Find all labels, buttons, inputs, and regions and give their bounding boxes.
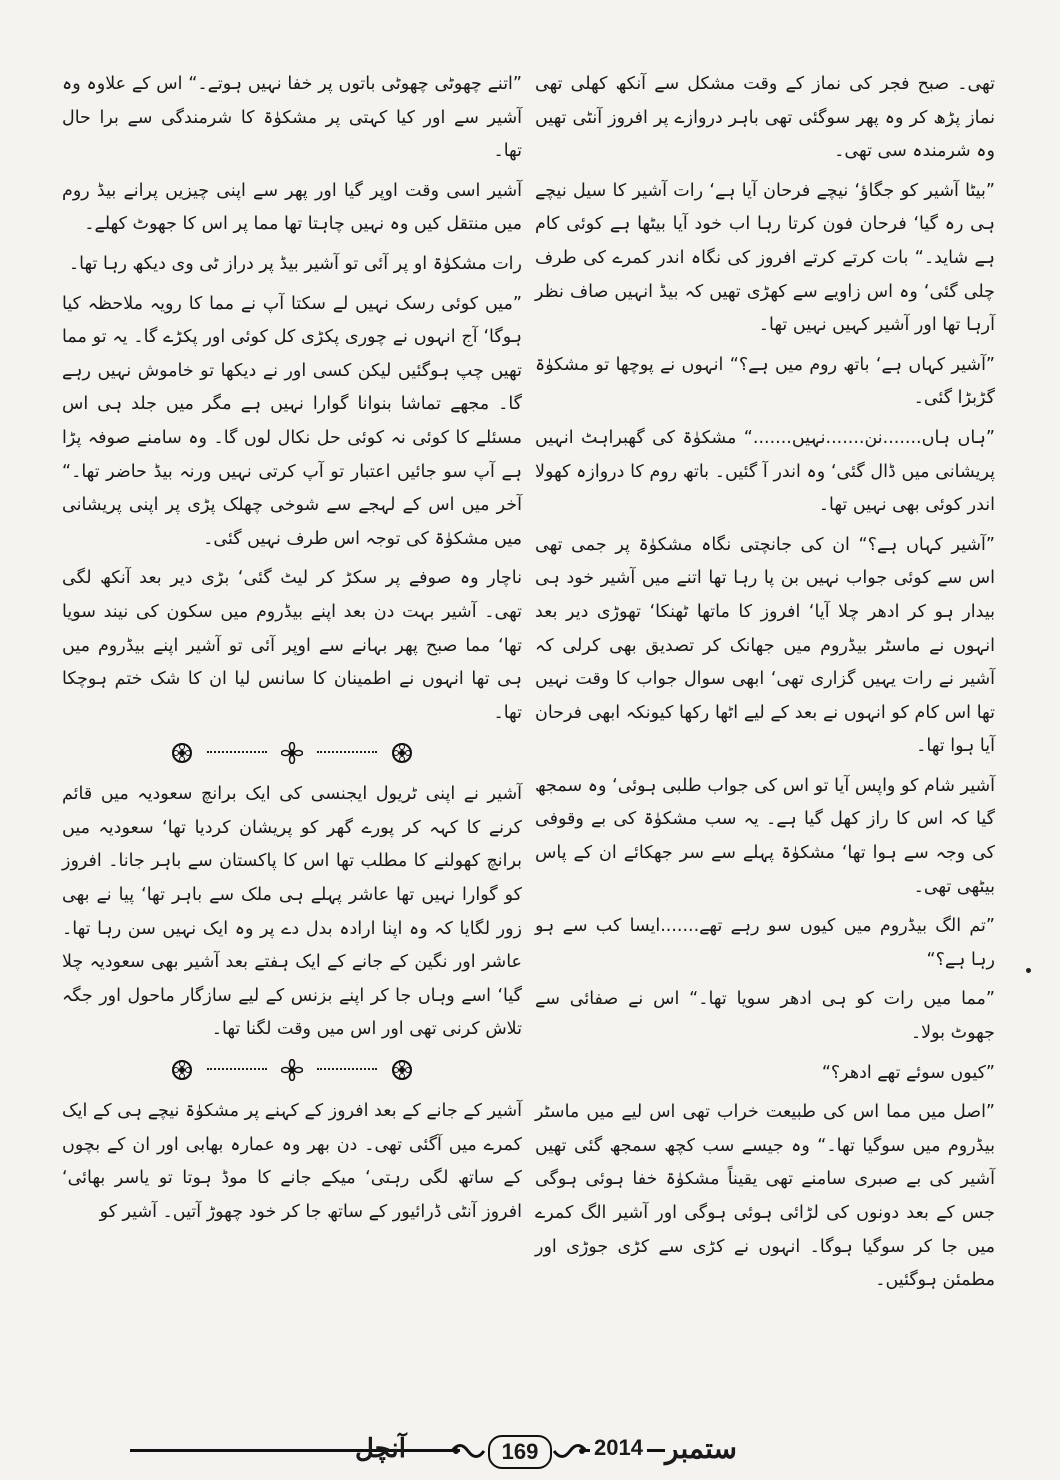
page-number: 169 [488,1435,552,1469]
flower-ornament-icon [391,742,413,764]
paragraph: ناچار وہ صوفے پر سکڑ کر لیٹ گئی‘ بڑی دیر بعد آنکھ لگی تھی۔ آشیر بہت دن بعد اپنے بیڈروم میں سکون کی نیند سویا تھا‘ مما صبح پھر بہانے سے اوپر آئی تو آشیر اپنے بیڈروم میں ہی تھا انہوں نے اطمینان کا سانس لیا ان کا شک ختم ہوچکا تھا۔ [62,568,522,723]
issue-year: 2014 [590,1435,647,1461]
paragraph: ”اتنے چھوٹی چھوٹی باتوں پر خفا نہیں ہوتے۔“ اس کے علاوہ وہ آشیر سے اور کیا کہتی پر مشکوٰۃ کا شرمندگی سے برا حال تھا۔ [62,74,522,162]
footer-ornament-left-icon [450,1440,486,1462]
paragraph: آشیر نے اپنی ٹریول ایجنسی کی ایک برانچ سعودیہ میں قائم کرنے کا کہہ کر پورے گھر کو پریشان کردیا تھا‘ سعودیہ میں برانچ کھولنے کا مطلب تھا اس کا پاکستان سے باہر جانا۔ افروز کو گوارا نہیں تھا عاشر پہلے ہی ملک سے باہر تھا‘ پیا نے بھی زور لگایا کہ وہ اپنا ارادہ بدل دے پر وہ ایک نہیں سن رہا تھا۔ عاشر اور نگین کے جانے کے ایک ہفتے بعد آشیر بھی سعودیہ چلا گیا‘ اسے وہاں جا کر اپنے بزنس کے لیے سازگار ماحول اور جگہ تلاش کرنی تھی اور اس میں وقت لگنا تھا۔ [62,784,522,1040]
paragraph: ”میں کوئی رسک نہیں لے سکتا آپ نے مما کا رویہ ملاحظہ کیا ہوگا‘ آج انہوں نے چوری پکڑی کل کوئی اور پکڑے گا۔ یہ تو مما تھیں چپ ہوگئیں لیکن کسی اور نے دیکھا تو خاموش نہیں رہے گا۔ مجھے تماشا بنوانا گوارا نہیں ہے مگر میں جلد ہی اس مسئلے کا کوئی نہ کوئی حل نکال لوں گا۔ وہ سامنے صوفہ پڑا ہے آپ سو جائیں اعتبار تو آپ کرتی نہیں ورنہ بیڈ حاضر تھا۔“ آخر میں اس کے لہجے سے شوخی چھلک پڑی پر اپنی پریشانی میں مشکوٰۃ کی توجہ اس طرف نہیں گئی۔ [62,293,522,549]
flower-ornament-icon [171,742,193,764]
paragraph: ”آشیر کہاں ہے؟“ ان کی جانچتی نگاہ مشکوٰۃ پر جمی تھی اس سے کوئی جواب نہیں بن پا رہا تھا اتنے میں آشیر خود ہی بیدار ہو کر ادھر چلا آیا‘ افروز کا ماتھا ٹھنکا‘ تھوڑی دیر بعد انہوں نے ماسٹر بیڈروم میں جھانک کر تصدیق بھی کرلی کہ آشیر نے رات یہیں گزاری تھی‘ ابھی سوال جواب کا وقت نہیں تھا اس کام کو انہوں نے بعد کے لیے اٹھا رکھا کیونکہ ابھی فرحان آیا ہوا تھا۔ [535,534,995,757]
paragraph: ”اصل میں مما اس کی طبیعت خراب تھی اس لیے میں ماسٹر بیڈروم میں سوگیا تھا۔“ وہ جیسے سب کچھ سمجھ گئی تھیں آشیر کی بے صبری سامنے تھی یقیناً مشکوٰۃ خفا ہوئی ہوگی جس کے بعد دونوں کی لڑائی ہوئی ہوگی اور آشیر الگ کمرے میں جا کر سوگیا ہوگا۔ انہوں نے کڑی سے کڑی جوڑی اور مطمئن ہوگئیں۔ [535,1102,995,1291]
right-column [535,68,995,1304]
paragraph: رات مشکوٰۃ او پر آئی تو آشیر بیڈ پر دراز ٹی وی دیکھ رہا تھا۔ [68,253,522,274]
paragraph: آشیر اسی وقت اوپر گیا اور پھر سے اپنی چیزیں پرانے بیڈ روم میں منتقل کیں وہ نہیں چاہتا تھا مما پر اس کا جھوٹ کھلے۔ [62,180,522,235]
footer-ornament-right-icon [552,1440,588,1462]
paragraph: ”بیٹا آشیر کو جگاؤ‘ نیچے فرحان آیا ہے‘ رات آشیر کا سیل نیچے ہی رہ گیا‘ فرحان فون کرتا رہا اب خود آیا بیٹھا ہے کوئی کام ہے شاید۔“ بات کرتے کرتے افروز کی نگاہ اندر کمرے کی طرف چلی گئی‘ وہ اس زاویے سے کھڑی تھیں کہ بیڈ انہیں صاف نظر آرہا تھا اور آشیر کہیں نہیں تھا۔ [535,180,995,336]
flower-ornament-icon [281,742,303,764]
dotted-rule [317,751,377,755]
magazine-name: آنچل [355,1434,406,1464]
section-divider [62,736,522,770]
dotted-rule [317,1068,377,1072]
paragraph: ”ہاں ہاں.......نن.......نہیں.......“ مشکوٰۃ کی گھبراہٹ انہیں پریشانی میں ڈال گئی‘ وہ اندر آ گئیں۔ باتھ روم کا دروازہ کھولا اندر کوئی بھی نہیں تھا۔ [535,427,995,516]
section-divider [62,1053,522,1087]
flower-ornament-icon [281,1059,303,1081]
paragraph: ”تم الگ بیڈروم میں کیوں سو رہے تھے.......ایسا کب سے ہو رہا ہے؟“ [535,916,995,970]
print-speck [1026,968,1031,973]
footer-rule-left [130,1449,460,1452]
flower-ornament-icon [391,1059,413,1081]
flower-ornament-icon [171,1059,193,1081]
paragraph: تھی۔ صبح فجر کی نماز کے وقت مشکل سے آنکھ کھلی تھی نماز پڑھ کر وہ پھر سوگئی تھی باہر دروازے پر افروز آنٹی تھیں وہ شرمندہ سی تھی۔ [535,74,995,162]
left-column [62,68,522,1235]
page-footer [0,1432,1060,1472]
paragraph: آشیر کے جانے کے بعد افروز کے کہنے پر مشکوٰۃ نیچے ہی کے ایک کمرے میں آگئی تھی۔ دن بھر وہ عمارہ بھابی اور ان کے بچوں کے ساتھ لگی رہتی‘ میکے جانے کا موڈ ہوتا تو یاسر بھائی‘ افروز آنٹی ڈرائیور کے ساتھ جا کر خود چھوڑ آتیں۔ آشیر کو [62,1101,522,1222]
paragraph: آشیر شام کو واپس آیا تو اس کی جواب طلبی ہوئی‘ وہ سمجھ گیا کہ اس کا راز کھل گیا ہے۔ یہ سب مشکوٰۃ کی بے وقوفی کی وجہ سے ہوا تھا‘ مشکوٰۃ پہلے سے سر جھکائے ان کے پاس بیٹھی تھی۔ [535,775,995,897]
dotted-rule [207,751,267,755]
paragraph: ”آشیر کہاں ہے‘ باتھ روم میں ہے؟“ انہوں نے پوچھا تو مشکوٰۃ گڑبڑا گئی۔ [535,354,995,409]
dotted-rule [207,1068,267,1072]
issue-month: ستمبر [665,1432,737,1465]
paragraph: ”مما میں رات کو ہی ادھر سویا تھا۔“ اس نے صفائی سے جھوٹ بولا۔ [535,989,995,1044]
paragraph: ”کیوں سوئے تھے ادھر؟“ [821,1062,995,1083]
